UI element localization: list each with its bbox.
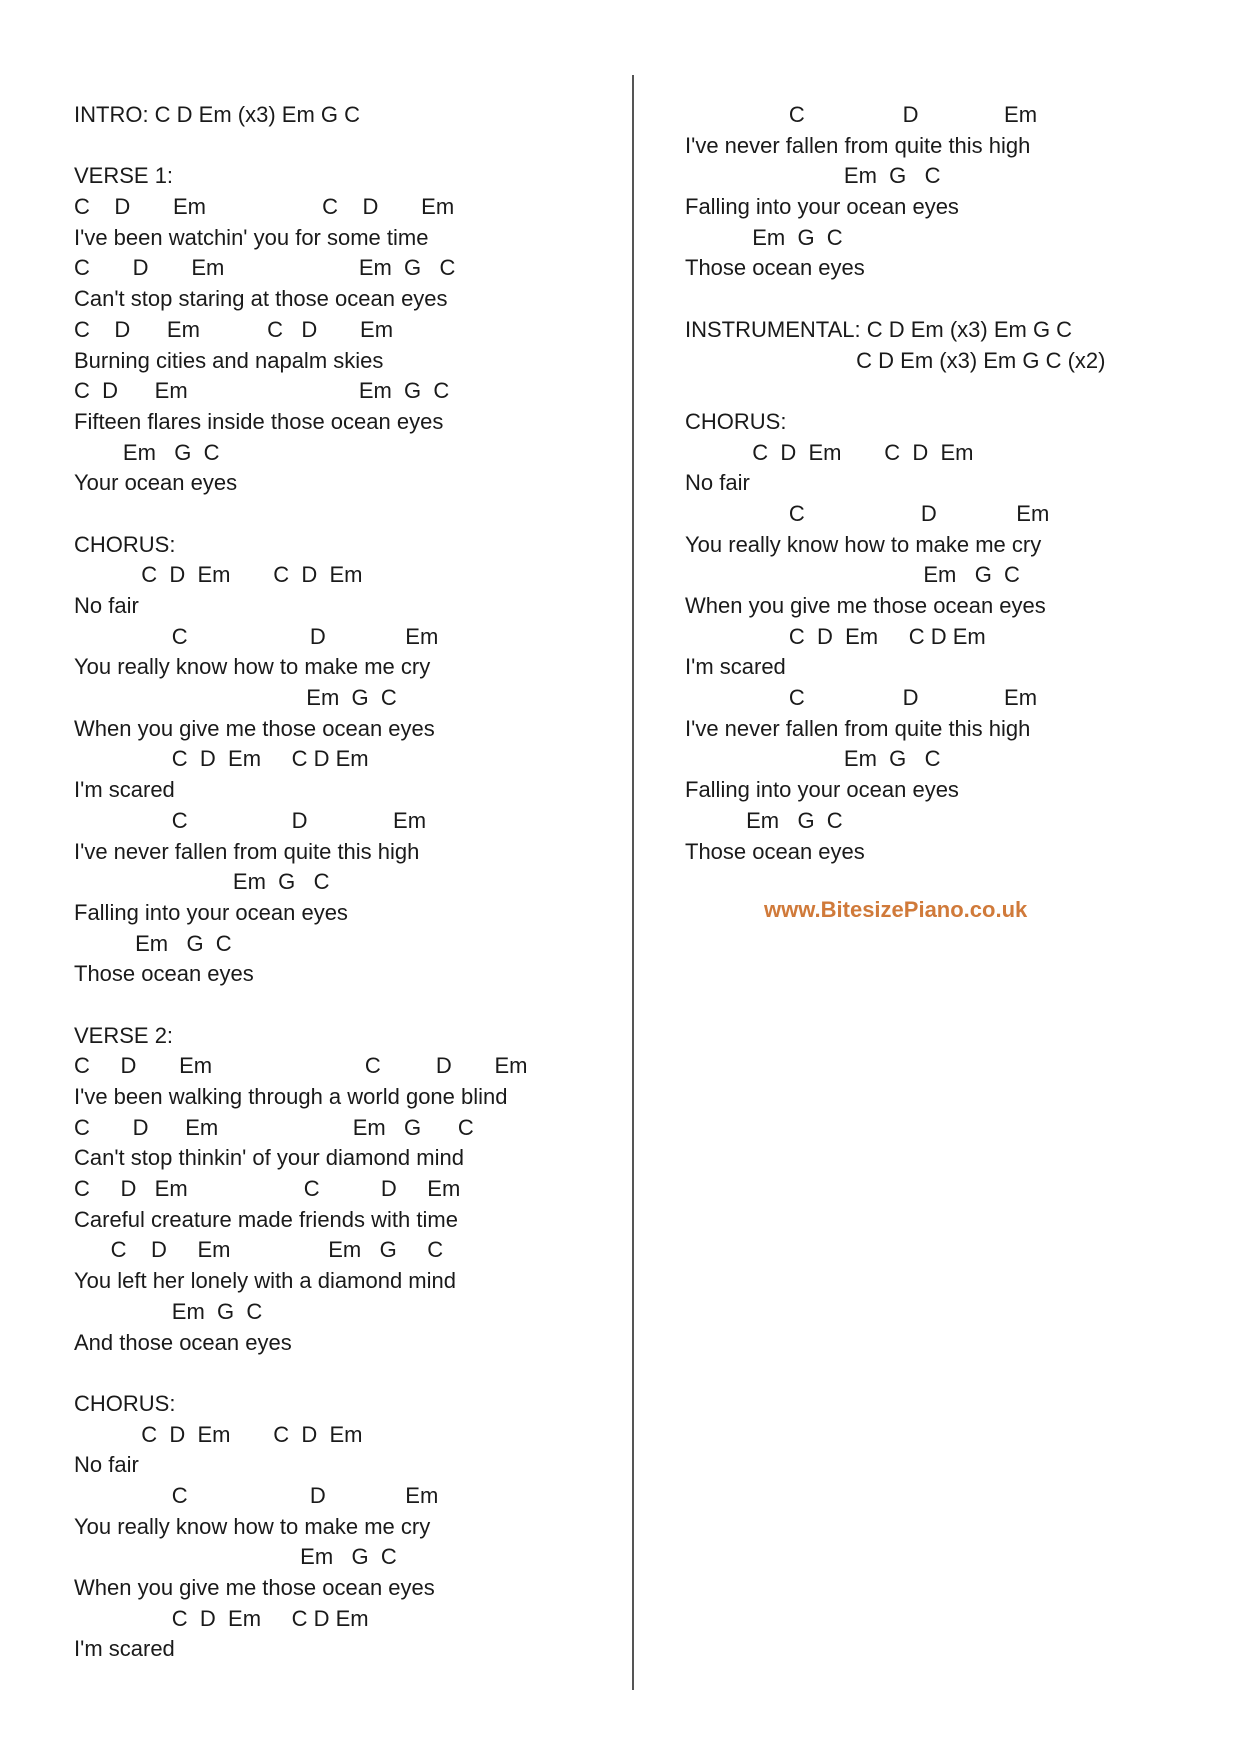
lyric-line: When you give me those ocean eyes <box>74 1575 435 1600</box>
section-heading: INTRO: C D Em (x3) Em G C <box>74 102 360 127</box>
lyric-line: Those ocean eyes <box>685 255 865 281</box>
lyric-line: I've been walking through a world gone blind <box>74 1084 508 1109</box>
lyric-line: And those ocean eyes <box>74 1329 292 1355</box>
section-heading: VERSE 1: <box>74 163 174 189</box>
lyric-line: Em G C <box>685 746 941 772</box>
lyric-line: C D Em Em G C <box>74 1114 474 1140</box>
lyric-line: You really know how to make me cry <box>74 1513 431 1539</box>
lyric-line: Can't stop thinkin' of your diamond mind <box>74 1145 464 1171</box>
lyric-line <box>74 499 614 530</box>
lyric-line: You left her lonely with a diamond mind <box>74 1268 456 1294</box>
lyric-line: I've never fallen from quite this high <box>74 838 420 864</box>
section-heading: CHORUS: <box>74 1390 176 1416</box>
lyric-line: When you give me those ocean eyes <box>74 715 435 741</box>
lyric-line <box>685 284 1205 315</box>
lyric-line: C D Em C D Em <box>74 1176 461 1202</box>
lyric-line <box>74 990 614 1021</box>
lyric-line: Falling into your ocean eyes <box>74 899 348 925</box>
lyric-line: C D Em C D Em <box>74 194 455 220</box>
website-link[interactable]: www.BitesizePiano.co.uk <box>764 897 1028 922</box>
lyric-line: C D Em Em G C <box>74 378 450 404</box>
lyric-line: Em G C <box>74 685 397 711</box>
lyric-line: Em G C <box>685 562 1020 588</box>
section-heading: VERSE 2: <box>74 1022 174 1048</box>
lyric-line: Burning cities and napalm skies <box>74 347 384 373</box>
lyric-line: No fair <box>74 1452 139 1478</box>
lyric-line: C D Em <box>685 685 1038 711</box>
lyric-line: Those ocean eyes <box>685 838 865 864</box>
lyric-line: Falling into your ocean eyes <box>685 194 959 220</box>
section-heading: CHORUS: <box>74 531 176 557</box>
lyric-line: No fair <box>685 470 750 496</box>
lyric-line: C D Em C D Em <box>74 316 394 342</box>
lyric-line: C D Em <box>74 1482 439 1508</box>
lyric-line: No fair <box>74 593 139 618</box>
lyric-line: Em G C <box>74 1544 397 1570</box>
lyric-line: I've never fallen from quite this high <box>685 715 1031 741</box>
lyric-line: Can't stop staring at those ocean eyes <box>74 286 448 312</box>
lyric-line: You really know how to make me cry <box>74 654 431 680</box>
lyric-line: Fifteen flares inside those ocean eyes <box>74 408 444 434</box>
lyric-line: Careful creature made friends with time <box>74 1206 458 1232</box>
lyric-line: C D Em C D Em <box>74 746 369 772</box>
lyric-line: C D Em Em G C <box>74 1237 444 1263</box>
lyric-line: I'm scared <box>74 777 175 803</box>
lyric-line: C D Em C D Em <box>74 1605 369 1631</box>
left-column <box>74 100 614 1665</box>
lyric-line: When you give me those ocean eyes <box>685 593 1046 618</box>
lyric-line: Em G C <box>74 1298 263 1324</box>
lyric-line: C D Em <box>74 623 439 649</box>
lyric-line: Em G C <box>74 869 330 895</box>
lyric-line: C D Em <box>685 102 1038 127</box>
lyric-line: C D Em <box>74 807 427 833</box>
lyric-line: I'm scared <box>685 654 786 680</box>
lyric-line: Em G C <box>74 930 232 956</box>
section-heading: CHORUS: <box>685 408 787 434</box>
lyric-line: C D Em C D Em <box>74 1053 528 1079</box>
lyric-line: I've never fallen from quite this high <box>685 132 1031 158</box>
lyric-line: C D Em C D Em <box>685 623 986 649</box>
lyric-line: C D Em <box>685 500 1050 526</box>
lyric-line <box>685 376 1205 407</box>
lyric-line: C D Em Em G C <box>74 255 456 281</box>
lyric-line: I'm scared <box>74 1636 175 1662</box>
lyric-line: Em G C <box>685 163 941 189</box>
lyric-line: You really know how to make me cry <box>685 531 1042 557</box>
lyric-line <box>74 131 614 162</box>
lyric-line: I've been watchin' you for some time <box>74 224 429 250</box>
column-divider <box>632 75 634 1690</box>
right-column <box>685 100 1205 867</box>
lyric-line: Your ocean eyes <box>74 470 238 496</box>
lyric-line: C D Em (x3) Em G C (x2) <box>685 347 1106 373</box>
lyric-line: Falling into your ocean eyes <box>685 777 959 803</box>
lyric-line: Em G C <box>685 224 843 250</box>
lyric-line: Those ocean eyes <box>74 961 254 987</box>
lyric-line: C D Em C D Em <box>685 439 974 465</box>
lyric-line: Em G C <box>685 807 843 833</box>
section-heading: INSTRUMENTAL: C D Em (x3) Em G C <box>685 316 1073 342</box>
lyric-line: C D Em C D Em <box>74 1421 363 1447</box>
lyric-line: C D Em C D Em <box>74 562 363 588</box>
lyric-line <box>74 1358 614 1389</box>
lyric-line: Em G C <box>74 439 220 465</box>
